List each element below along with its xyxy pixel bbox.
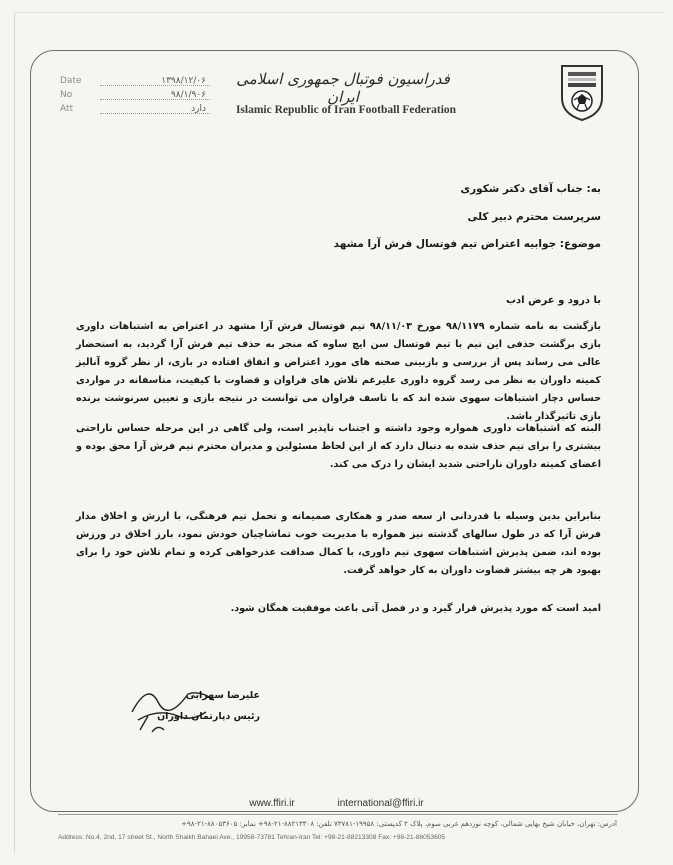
federation-name-english: Islamic Republic of Iran Football Federation	[235, 104, 457, 116]
paragraph-2: البته که اشتباهات داوری همواره وجود داشته و اجتناب ناپذیر است، ولی گاهی در این مرحله حساس ناراحتی بیشتری را برای تیم حذف شده به دنبال دارد که از این لحاظ مسئولین و مدیران محترم تیم فرش آرا محق بوده و اعضای کمیته داوران ناراحتی شدید ایشان را درک می کند.	[76, 423, 601, 470]
addressee: به: جناب آقای دکتر شکوری	[460, 183, 601, 195]
paragraph-3: بنابراین بدین وسیله با قدردانی از سعه صدر و همکاری صمیمانه و تحمل تیم فرهنگی، با ارزش و اخلاق مدار فرش آرا که در طول سالهای گذشته نیز همواره با مدیریت خوب تماشاچیان خودش نمود، بارز اخلاق در ورزش بوده اند، ضمن پذیرش اشتباهات سهوی تیم داوری، با کمال صداقت عذرخواهی کرده و تمام تلاش خود را برای بهبود هر چه بیشتر قضاوت داوران به کار خواهد گرفت.	[76, 511, 601, 576]
signer-title: رئیس دپارتمان داوران	[157, 711, 260, 722]
footer-divider	[58, 814, 618, 815]
email-link[interactable]: international@ffiri.ir	[337, 798, 424, 809]
number-field	[60, 88, 210, 102]
number-value: ۹۸/۱/۹۰۶	[100, 90, 210, 100]
attachment-field	[60, 102, 210, 116]
date-value: ۱۳۹۸/۱۲/۰۶	[100, 76, 210, 86]
number-label: No	[60, 90, 73, 100]
date-field	[60, 74, 210, 88]
website-link[interactable]: www.ffiri.ir	[249, 798, 295, 809]
signature-block	[150, 690, 260, 722]
footer-contacts	[0, 798, 673, 809]
signer-name: علیرضا سهرابی	[185, 690, 260, 701]
reference-fields	[60, 74, 210, 116]
attachment-value: دارد	[100, 104, 210, 114]
iran-football-federation-logo-icon	[558, 62, 606, 122]
paragraph-1: بازگشت به نامه شماره ۹۸/۱۱۷۹ مورخ ۹۸/۱۱/۰۳ تیم فوتسال فرش آرا مشهد در اعتراض به اشتباهات داوری بازی برگشت حذفی این تیم با تیم فوتسال سن ایچ ساوه که منجر به حذف تیم فرش آرا گردید، به استحضار عالی می رساند پس از بررسی و بازبینی صحنه های مورد اعتراض و اتفاق افتاده در بازی، از نظر گروه آنالیز کمیته داوران به نظر می رسد گروه داوری علیرغم تلاش های فراوان و قضاوت با کیفیت، متاسفانه در مواردی حساس دچار اشتباهات سهوی شده اند که با تاسف فراوان می توانست در نتیجه بازی و تعیین سرنوشت برنده بازی تاثیرگذار باشد.	[76, 321, 602, 422]
attachment-label: Att	[60, 104, 74, 114]
addressee-title: سرپرست محترم دبیر کلی	[467, 211, 601, 223]
footer-address-english: Address: No.4, 2nd, 17 street St., North Shaikh Bahaei Ave., 19958-73781 Tehran-Iran Tel: +98-21-88213308 Fax: +98-21-88053605	[58, 834, 446, 841]
closing-line: امید است که مورد پذیرش قرار گیرد و در فصل آتی باعث موفقیت همگان شود.	[230, 603, 601, 614]
federation-name-persian: فدراسیون فوتبال جمهوری اسلامی ایران	[236, 70, 450, 106]
subject-line: موضوع: جوابیه اعتراض تیم فوتسال فرش آرا مشهد	[333, 238, 601, 250]
footer-address-persian: آدرس: تهران، خیابان شیخ بهایی شمالی، کوچه نوزدهم غربی سوم، پلاک ۲ کدپستی: ۱۹۹۵۸-۷۳۷۸۱ تلفن: ۸۸۲۱۳۳۰۸-۲۱-۹۸+ نمابر: ۸۸۰۵۳۶۰۵-۲۱-۹۸+	[181, 820, 617, 828]
date-label: Date	[60, 76, 82, 86]
greeting: با درود و عرض ادب	[506, 295, 601, 306]
